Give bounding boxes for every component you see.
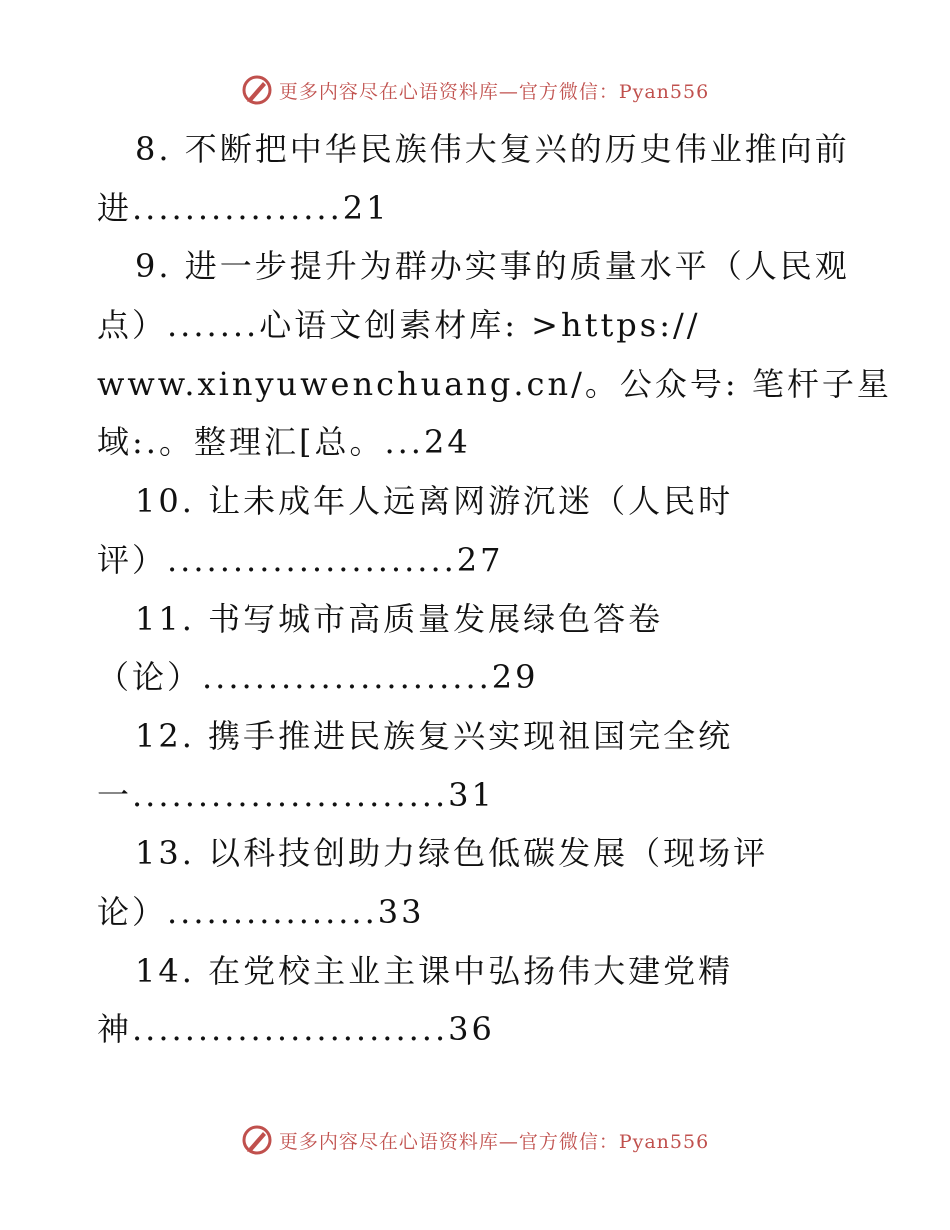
toc-entry-9-title: 9. 进一步提升为群办实事的质量水平（人民观	[135, 247, 850, 286]
toc-entry-13-title: 13. 以科技创助力绿色低碳发展（现场评	[135, 834, 769, 873]
header-banner-text: 更多内容尽在心语资料库—官方微信：Pyan556	[278, 80, 710, 103]
toc-entry-14-title: 14. 在党校主业主课中弘扬伟大建党精	[135, 951, 734, 990]
quill-pen-logo-icon	[241, 74, 273, 106]
footer-banner-text: 更多内容尽在心语资料库—官方微信：Pyan556	[278, 1130, 710, 1153]
toc-entry-10-title: 10. 让未成年人远离网游沉迷（人民时	[135, 482, 734, 521]
header-banner	[0, 70, 950, 110]
toc-entry-10-page: 评）......................27	[97, 540, 504, 579]
toc-entry-11-page: （论）......................29	[97, 658, 539, 697]
toc-entry-8-title: 8. 不断把中华民族伟大复兴的历史伟业推向前	[135, 130, 850, 168]
toc-entry-8-page: 进................21	[97, 188, 390, 227]
footer-banner	[0, 1120, 950, 1160]
toc-entry-12-title: 12. 携手推进民族复兴实现祖国完全统	[135, 716, 734, 755]
toc-entry-11-title: 11. 书写城市高质量发展绿色答卷	[135, 599, 664, 638]
toc-entry-12-page: 一........................31	[97, 775, 495, 814]
toc-entry-13-page: 论）................33	[97, 892, 425, 931]
toc-entry-9-continued: 点）.......心语文创素材库: >https://	[97, 306, 701, 345]
toc-entry-9-continued-2: www.xinyuwenchuang.cn/。公众号: 笔杆子星	[97, 364, 892, 403]
toc-entry-9-page: 域:.。整理汇[总。...24	[97, 423, 471, 462]
quill-pen-logo-icon	[241, 1124, 273, 1156]
toc-entry-14-page: 神........................36	[97, 1010, 495, 1049]
table-of-contents	[97, 120, 892, 1059]
